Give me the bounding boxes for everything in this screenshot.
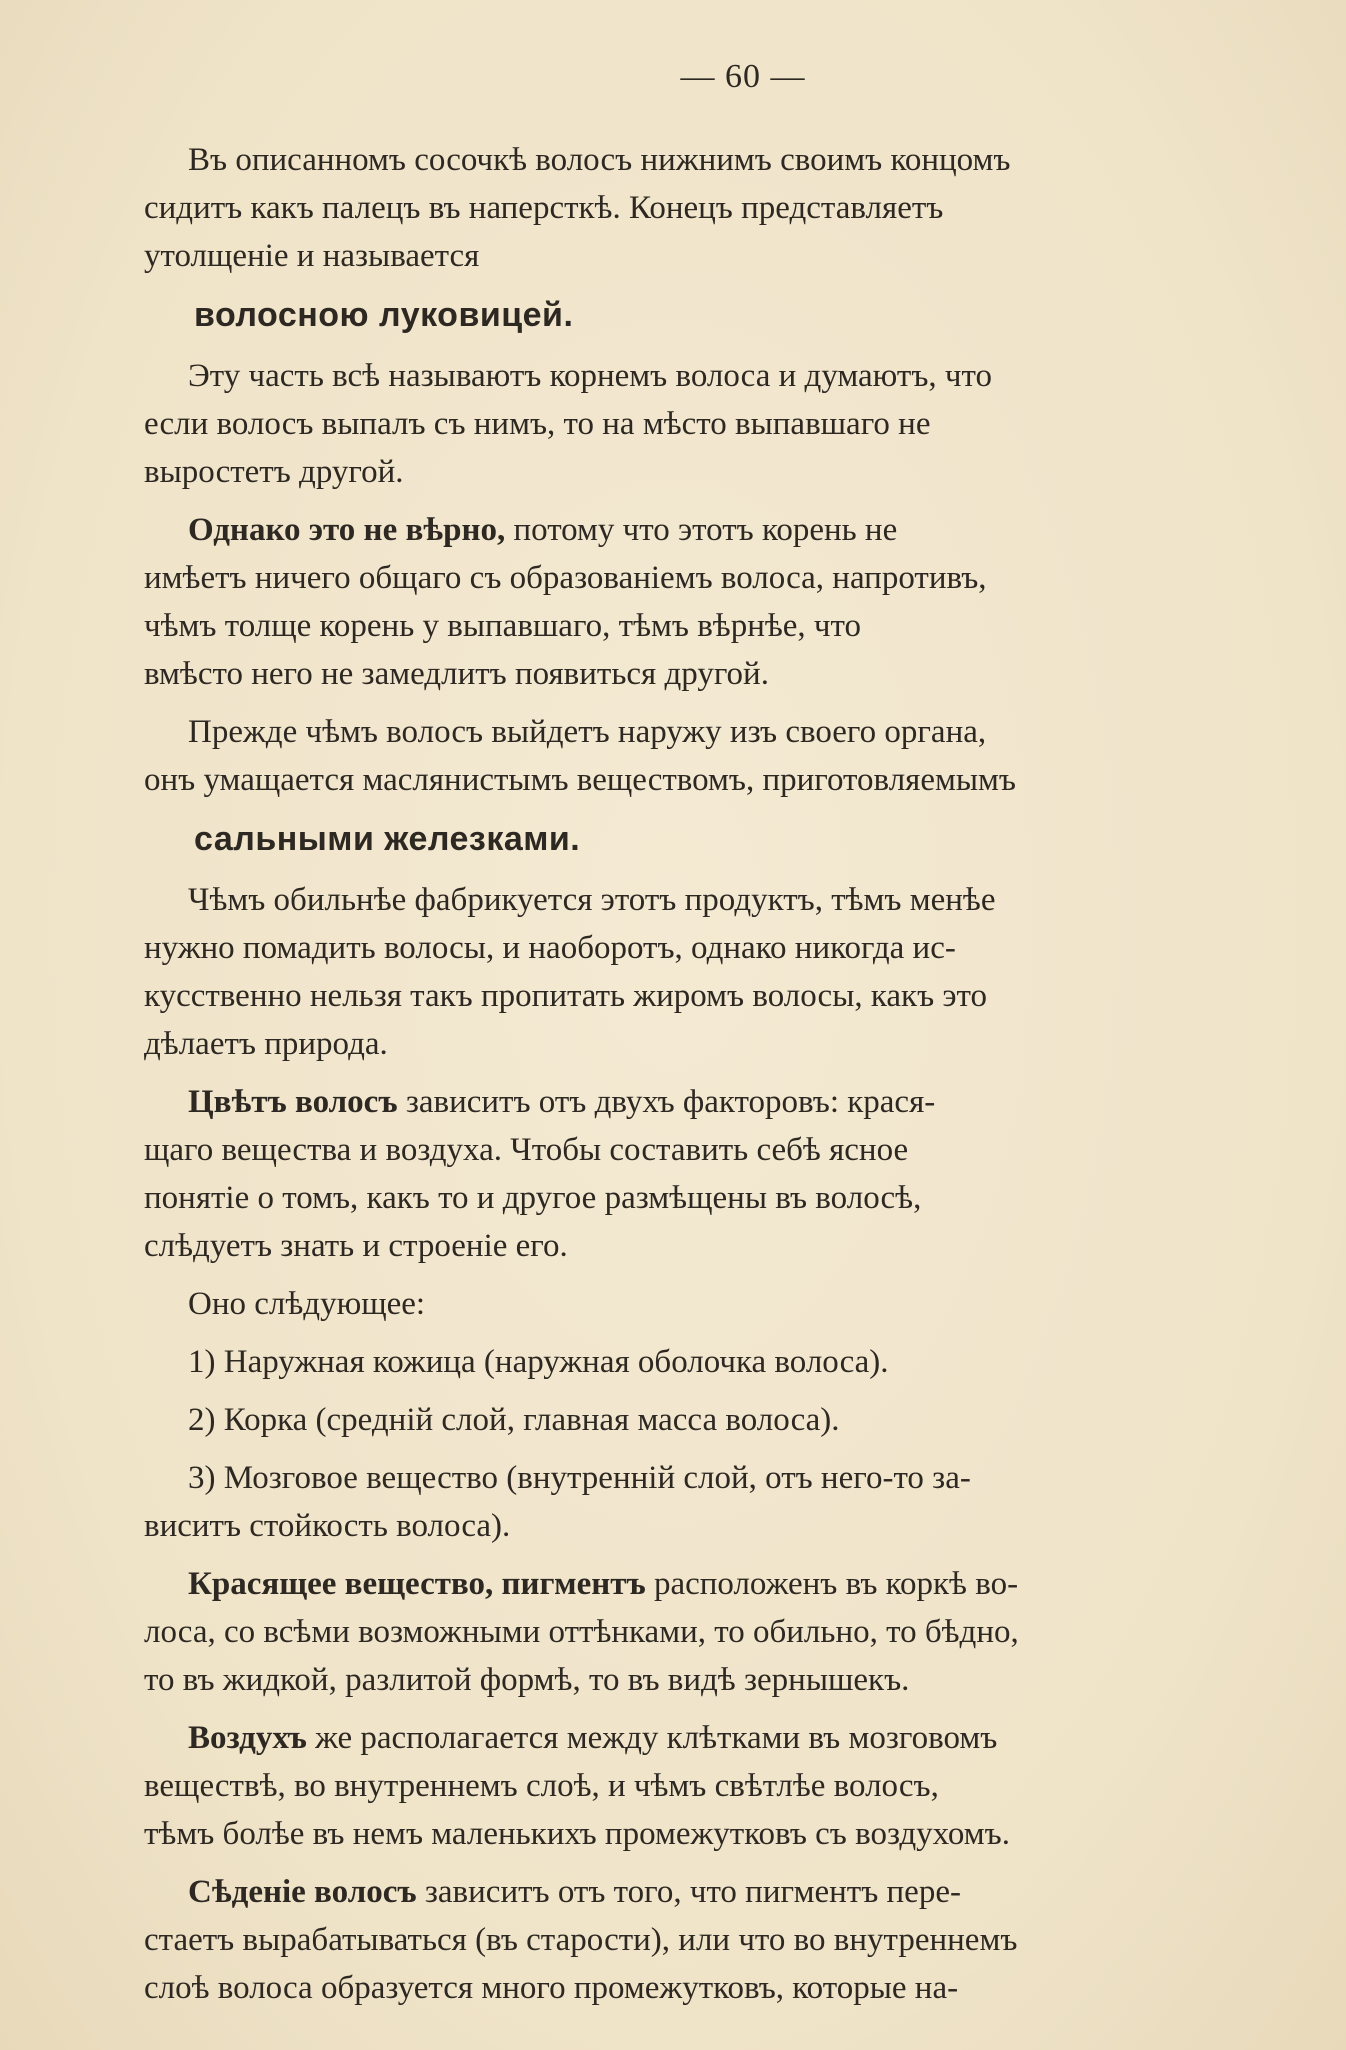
text-line: Однако это не вѣрно, потому что этотъ корень не xyxy=(188,512,898,548)
text-line: Воздухъ же располагается между клѣтками въ мозговомъ xyxy=(188,1720,998,1756)
text-line: стаетъ вырабатываться (въ старости), или что во внутреннемъ xyxy=(144,1922,1018,1958)
text-line: сидитъ какъ палецъ въ наперсткѣ. Конецъ представляетъ xyxy=(144,190,944,226)
text-line: утолщеніе и называется xyxy=(144,238,480,274)
text-line: имѣетъ ничего общаго съ образованіемъ волоса, напротивъ, xyxy=(144,560,987,596)
body-text xyxy=(144,136,1232,2012)
text-line: вмѣсто него не замедлитъ появиться другой. xyxy=(144,656,769,692)
text-line: Сѣденіе волосъ зависитъ отъ того, что пигментъ пере- xyxy=(188,1874,961,1910)
text-line: тѣмъ болѣе въ немъ маленькихъ промежутковъ съ воздухомъ. xyxy=(144,1816,1010,1852)
bold-lead: Красящее вещество, пигментъ xyxy=(188,1566,646,1602)
section-heading: сальными железками. xyxy=(194,820,581,858)
bold-lead: Цвѣтъ волосъ xyxy=(188,1084,398,1120)
text-line: Цвѣтъ волосъ зависитъ отъ двухъ факторовъ: крася- xyxy=(188,1084,936,1120)
paragraph xyxy=(144,1868,1232,2012)
paragraph xyxy=(144,708,1232,804)
paragraph xyxy=(144,136,1232,280)
paragraph xyxy=(144,352,1232,496)
text-line: веществѣ, во внутреннемъ слоѣ, и чѣмъ свѣтлѣе волосъ, xyxy=(144,1768,939,1804)
text-line: то въ жидкой, разлитой формѣ, то въ видѣ зернышекъ. xyxy=(144,1662,910,1698)
text-line: понятіе о томъ, какъ то и другое размѣщены въ волосѣ, xyxy=(144,1180,922,1216)
text-line: лоса, со всѣми возможными оттѣнками, то обильно, то бѣдно, xyxy=(144,1614,1019,1650)
text-line: если волосъ выпалъ съ нимъ, то на мѣсто выпавшаго не xyxy=(144,406,931,442)
text-line: 3) Мозговое вещество (внутреннiй слой, отъ него-то за- xyxy=(188,1460,971,1496)
text-line: 2) Корка (среднiй слой, главная масса волоса). xyxy=(188,1402,840,1438)
paragraph xyxy=(144,1560,1232,1704)
text-line: нужно помадить волосы, и наоборотъ, однако никогда ис- xyxy=(144,930,956,966)
text-line: кусственно нельзя такъ пропитать жиромъ волосы, какъ это xyxy=(144,978,988,1014)
paragraph xyxy=(144,1078,1232,1270)
bold-lead: Однако это не вѣрно, xyxy=(188,512,506,548)
paragraph xyxy=(144,1396,1232,1444)
text-line: Прежде чѣмъ волосъ выйдетъ наружу изъ своего органа, xyxy=(188,714,987,750)
page-number: — 60 — xyxy=(680,58,806,95)
bold-lead: Воздухъ xyxy=(188,1720,307,1756)
paragraph xyxy=(144,876,1232,1068)
text-line: выростетъ другой. xyxy=(144,454,404,490)
text-line: Эту часть всѣ называютъ корнемъ волоса и думаютъ, что xyxy=(188,358,992,394)
text-line: дѣлаетъ природа. xyxy=(144,1026,388,1062)
text-line: слѣдуетъ знать и строеніе его. xyxy=(144,1228,568,1264)
paragraph xyxy=(144,1714,1232,1858)
paragraph xyxy=(144,1280,1232,1328)
text-line: Чѣмъ обильнѣе фабрикуется этотъ продуктъ, тѣмъ менѣе xyxy=(188,882,996,918)
text-line: Красящее вещество, пигментъ расположенъ въ коркѣ во- xyxy=(188,1566,1019,1602)
text-line: 1) Наружная кожица (наружная оболочка волоса). xyxy=(188,1344,889,1380)
paragraph xyxy=(144,506,1232,698)
text-line: виситъ стойкость волоса). xyxy=(144,1508,511,1544)
text-line: слоѣ волоса образуется много промежутковъ, которые на- xyxy=(144,1970,959,2006)
text-line: онъ умащается маслянистымъ веществомъ, приготовляемымъ xyxy=(144,762,1016,798)
text-line: Въ описанномъ сосочкѣ волосъ нижнимъ своимъ концомъ xyxy=(188,142,1011,178)
text-line: Оно слѣдующее: xyxy=(188,1286,426,1322)
paragraph xyxy=(144,1338,1232,1386)
section-heading: волосною луковицей. xyxy=(194,296,574,334)
bold-lead: Сѣденіе волосъ xyxy=(188,1874,417,1910)
text-line: щаго вещества и воздуха. Чтобы составить себѣ ясное xyxy=(144,1132,909,1168)
text-line: чѣмъ толще корень у выпавшаго, тѣмъ вѣрнѣе, что xyxy=(144,608,862,644)
paragraph xyxy=(144,1454,1232,1550)
